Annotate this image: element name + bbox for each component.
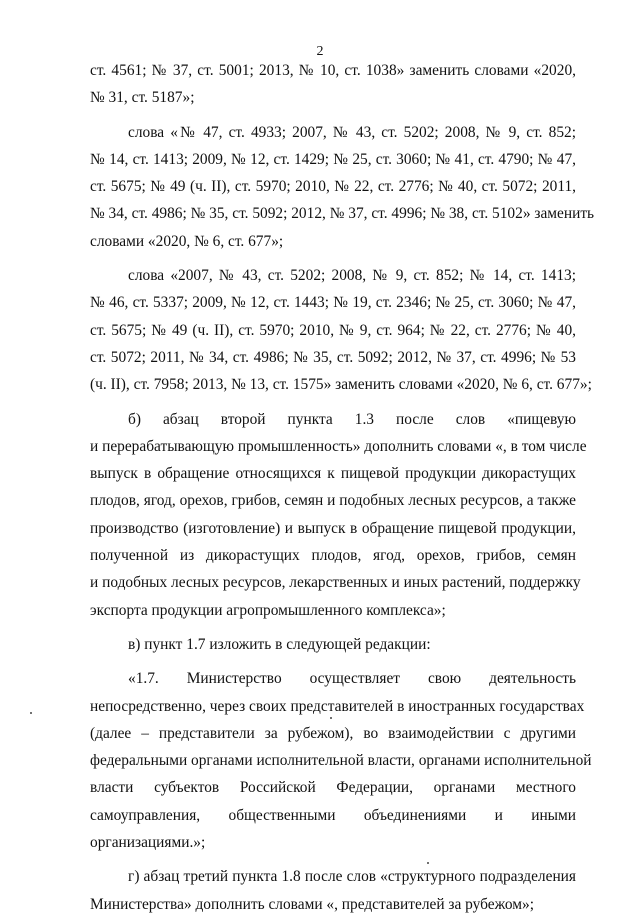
text-line: самоуправления, общественными объединениями и иными bbox=[90, 806, 576, 824]
text-line: № 14, ст. 1413; 2009, № 12, ст. 1429; № 25, ст. 3060; № 41, ст. 4790; № 47, bbox=[90, 150, 576, 168]
text-line: федеральными органами исполнительной власти, органами исполнительной bbox=[90, 752, 592, 770]
paragraph bbox=[90, 406, 587, 624]
text-line: выпуск в обращение относящихся к пищевой продукции дикорастущих bbox=[90, 465, 576, 483]
text-line: (далее – представители за рубежом), во взаимодействии с другими bbox=[90, 724, 576, 742]
text-line: организациями.»; bbox=[90, 834, 206, 852]
paragraph bbox=[90, 631, 576, 658]
text-line: экспорта продукции агропромышленного комплекса»; bbox=[90, 601, 446, 619]
text-line: ст. 5072; 2011, № 34, ст. 4986; № 35, ст. 5092; 2012, № 37, ст. 4996; № 53 bbox=[90, 348, 576, 366]
paragraph bbox=[90, 57, 576, 112]
text-line: ст. 5675; № 49 (ч. II), ст. 5970; 2010, № 9, ст. 964; № 22, ст. 2776; № 40, bbox=[90, 321, 576, 339]
text-line: № 34, ст. 4986; № 35, ст. 5092; 2012, № 37, ст. 4996; № 38, ст. 5102» заменить bbox=[90, 205, 595, 223]
text-line: слова «2007, № 43, ст. 5202; 2008, № 9, ст. 852; № 14, ст. 1413; bbox=[128, 267, 576, 285]
text-line: в) пункт 1.7 изложить в следующей редакции: bbox=[128, 635, 431, 653]
page-number: 2 bbox=[316, 44, 324, 59]
text-line: и подобных лесных ресурсов, лекарственных и иных растений, поддержку bbox=[90, 574, 581, 592]
paragraph bbox=[90, 863, 576, 918]
text-line: плодов, ягод, орехов, грибов, семян и подобных лесных ресурсов, а также bbox=[90, 492, 576, 510]
text-line: словами «2020, № 6, ст. 677»; bbox=[90, 232, 284, 250]
scan-speck bbox=[30, 712, 32, 714]
text-line: власти субъектов Российской Федерации, органами местного bbox=[90, 779, 576, 797]
text-line: ст. 4561; № 37, ст. 5001; 2013, № 10, ст. 1038» заменить словами «2020, bbox=[90, 62, 576, 79]
paragraph bbox=[90, 665, 592, 856]
paragraph bbox=[90, 119, 595, 255]
text-line: ст. 5675; № 49 (ч. II), ст. 5970; 2010, № 22, ст. 2776; № 40, ст. 5072; 2011, bbox=[90, 178, 576, 196]
text-line: «1.7. Министерство осуществляет свою деятельность bbox=[128, 670, 576, 688]
text-line: № 31, ст. 5187»; bbox=[90, 89, 195, 107]
text-line: (ч. II), ст. 7958; 2013, № 13, ст. 1575» заменить словами «2020, № 6, ст. 677»; bbox=[90, 376, 592, 394]
scan-speck bbox=[330, 717, 332, 719]
text-line: полученной из дикорастущих плодов, ягод, орехов, грибов, семян bbox=[90, 547, 576, 565]
text-line: непосредственно, через своих представителей в иностранных государствах bbox=[90, 697, 585, 715]
scan-speck bbox=[427, 862, 429, 864]
text-line: б) абзац второй пункта 1.3 после слов «пищевую bbox=[128, 410, 576, 428]
text-line: Министерства» дополнить словами «, представителей за рубежом»; bbox=[90, 895, 534, 913]
text-line: слова «№ 47, ст. 4933; 2007, № 43, ст. 5202; 2008, № 9, ст. 852; bbox=[128, 123, 576, 141]
text-line: и перерабатывающую промышленность» дополнить словами «, в том числе bbox=[90, 437, 587, 455]
text-line: производство (изготовление) и выпуск в обращение пищевой продукции, bbox=[90, 519, 576, 537]
paragraph bbox=[90, 262, 592, 398]
text-line: № 46, ст. 5337; 2009, № 12, ст. 1443; № 19, ст. 2346; № 25, ст. 3060; № 47, bbox=[90, 294, 576, 312]
document-body bbox=[90, 57, 595, 918]
text-line: г) абзац третий пункта 1.8 после слов «структурного подразделения bbox=[128, 868, 576, 886]
